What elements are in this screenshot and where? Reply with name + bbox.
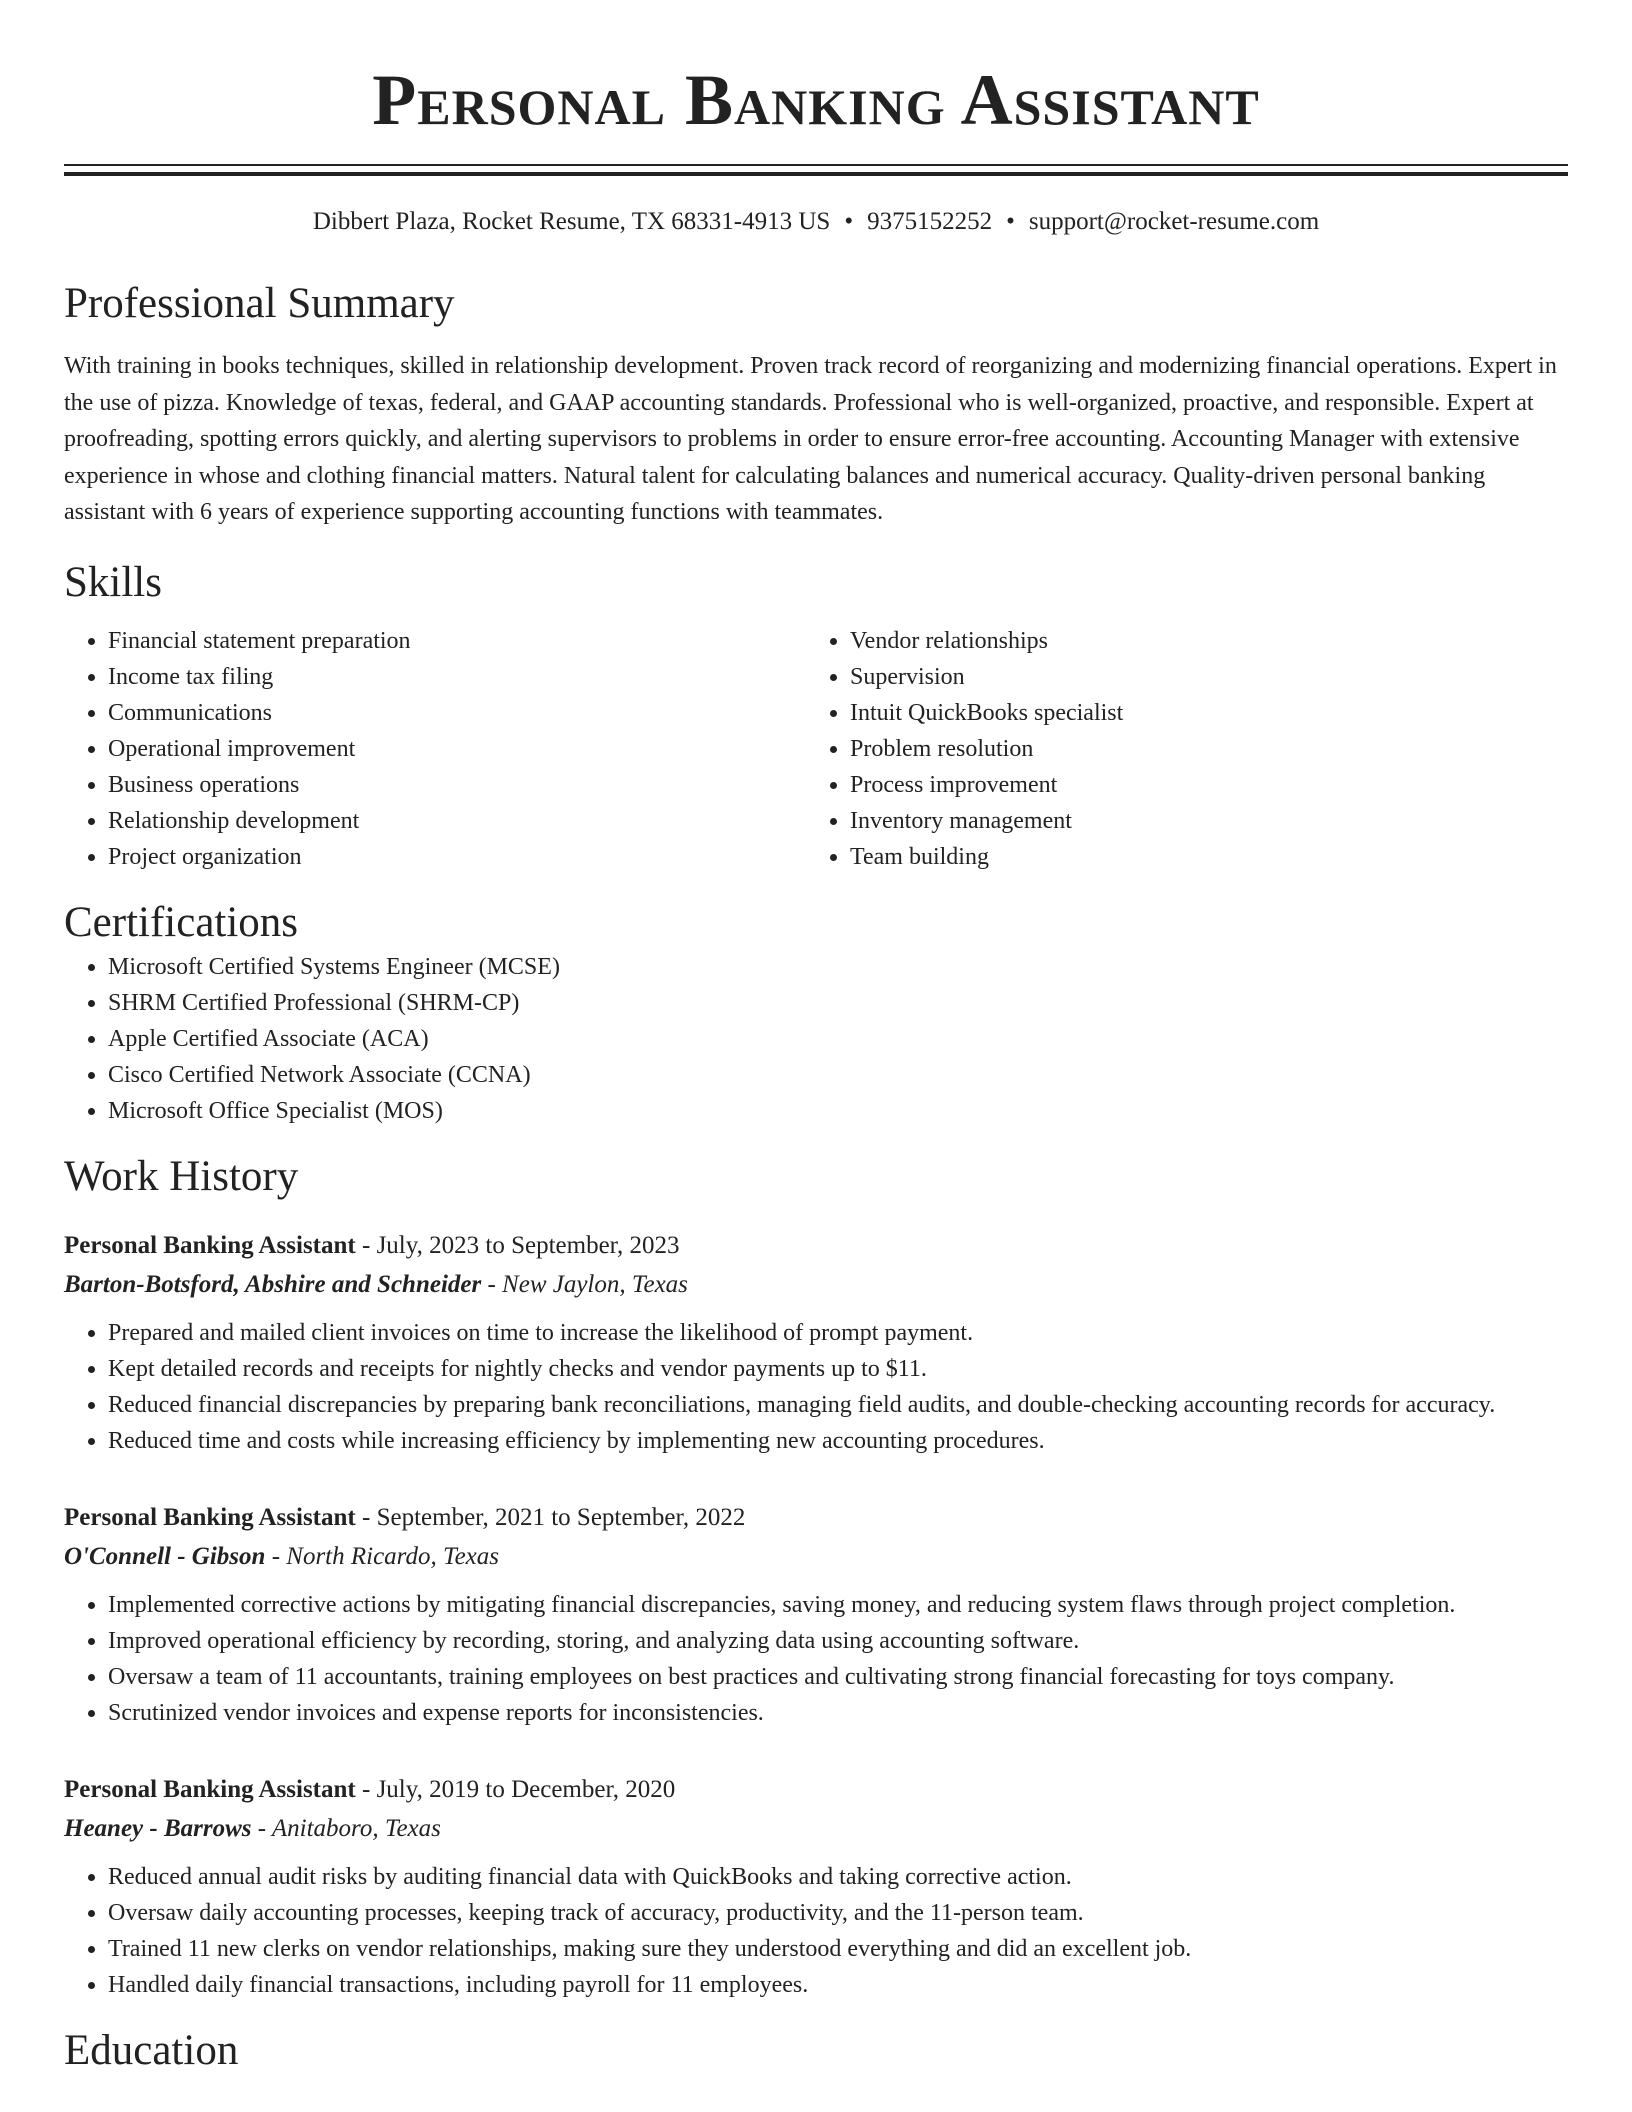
certification-item: • Cisco Certified Network Associate (CCNA): [108, 1057, 1568, 1093]
job-location: Anitaboro, Texas: [271, 1814, 441, 1842]
skill-item: • Relationship development: [108, 803, 806, 839]
skills-column-left: [64, 623, 806, 875]
job-location: North Ricardo, Texas: [286, 1542, 500, 1570]
job-duty-item: • Implemented corrective actions by mitigating financial discrepancies, saving money, and reducing system flaws through project completion.: [108, 1587, 1568, 1623]
education-heading: Education: [64, 2026, 239, 2074]
resume-title: Personal Banking Assistant: [372, 60, 1260, 140]
job-dash: -: [355, 1231, 377, 1259]
skill-item: • Supervision: [850, 659, 1548, 695]
job-duties-list: [64, 1587, 1568, 1731]
job-company: Heaney - Barrows: [64, 1814, 252, 1842]
title-rule-thick: [64, 172, 1568, 176]
skills-column-right: [806, 623, 1548, 875]
job-duty-item: • Trained 11 new clerks on vendor relationships, making sure they understood everything and did an excellent job.: [108, 1931, 1568, 1967]
skills-list-left: [64, 623, 806, 875]
job-location: New Jaylon, Texas: [502, 1270, 688, 1298]
job-duties-list: [64, 1859, 1568, 2003]
skills-columns: [64, 623, 1568, 875]
title-rule-thin: [64, 164, 1568, 166]
job-title-line: [64, 1771, 1568, 1809]
skill-item: • Vendor relationships: [850, 623, 1548, 659]
skill-item: • Operational improvement: [108, 731, 806, 767]
certification-item: • Microsoft Certified Systems Engineer (MCSE): [108, 949, 1568, 985]
certifications-heading: Certifications: [64, 898, 299, 946]
job-company: O'Connell - Gibson: [64, 1542, 266, 1570]
job-title-line: [64, 1499, 1568, 1537]
skill-item: • Financial statement preparation: [108, 623, 806, 659]
skill-item: • Process improvement: [850, 767, 1548, 803]
job-entry: [64, 1227, 1568, 1459]
job-dates: July, 2019 to December, 2020: [376, 1775, 676, 1803]
job-duty-item: • Handled daily financial transactions, including payroll for 11 employees.: [108, 1967, 1568, 2003]
job-company-line: [64, 1265, 1568, 1305]
skill-item: • Project organization: [108, 839, 806, 875]
job-duty-item: • Kept detailed records and receipts for nightly checks and vendor payments up to $11.: [108, 1351, 1568, 1387]
contact-line: [64, 206, 1568, 238]
job-duties-list: [64, 1315, 1568, 1459]
skill-item: • Intuit QuickBooks specialist: [850, 695, 1548, 731]
certification-item: • Apple Certified Associate (ACA): [108, 1021, 1568, 1057]
contact-address: Dibbert Plaza, Rocket Resume, TX 68331-4913 US: [312, 208, 831, 235]
job-role: Personal Banking Assistant: [64, 1503, 356, 1531]
job-dash: -: [481, 1270, 503, 1298]
work-history-heading: Work History: [64, 1152, 299, 1200]
job-dash: -: [355, 1775, 377, 1803]
job-duty-item: • Reduced financial discrepancies by preparing bank reconciliations, managing field audits, and double-checking accounting records for accuracy.: [108, 1387, 1568, 1423]
contact-phone: 9375152252: [867, 208, 993, 235]
summary-text: With training in books techniques, skilled in relationship development. Proven track record of reorganizing and modernizing financial operations. Expert in the use of pizza. Knowledge of texas, federal, and GAAP accounting standards. Professional who is well-organized, proactive, and responsible. Expert at proofreading, spotting errors quickly, and alerting supervisors to problems in order to ensure error-free accounting. Accounting Manager with extensive experience in whose and clothing financial matters. Natural talent for calculating balances and numerical accuracy. Quality-driven personal banking assistant with 6 years of experience supporting accounting functions with teammates.: [64, 353, 1557, 525]
job-company: Barton-Botsford, Abshire and Schneider: [64, 1270, 482, 1298]
contact-separator: •: [844, 208, 854, 235]
contact-separator: •: [1006, 208, 1015, 235]
job-duty-item: • Reduced annual audit risks by auditing financial data with QuickBooks and taking corrective action.: [108, 1859, 1568, 1895]
job-company-line: [64, 1537, 1568, 1577]
skill-item: • Team building: [850, 839, 1548, 875]
job-role: Personal Banking Assistant: [64, 1775, 356, 1803]
contact-email: support@rocket-resume.com: [1028, 208, 1320, 235]
certification-item: • SHRM Certified Professional (SHRM-CP): [108, 985, 1568, 1021]
certifications-list: [64, 949, 1568, 1129]
job-dates: July, 2023 to September, 2023: [376, 1231, 680, 1259]
summary-heading: Professional Summary: [64, 280, 455, 327]
job-dash: -: [251, 1814, 272, 1842]
skill-item: • Inventory management: [850, 803, 1548, 839]
job-duty-item: • Prepared and mailed client invoices on time to increase the likelihood of prompt payment.: [108, 1315, 1568, 1351]
job-entry: [64, 1771, 1568, 2003]
job-title-line: [64, 1227, 1568, 1265]
job-duty-item: • Scrutinized vendor invoices and expense reports for inconsistencies.: [108, 1695, 1568, 1731]
skills-list-right: [806, 623, 1548, 875]
skill-item: • Problem resolution: [850, 731, 1548, 767]
skills-heading: Skills: [64, 558, 162, 606]
job-role: Personal Banking Assistant: [64, 1231, 356, 1259]
job-dates: September, 2021 to September, 2022: [376, 1503, 746, 1531]
certification-item: • Microsoft Office Specialist (MOS): [108, 1093, 1568, 1129]
job-duty-item: • Oversaw daily accounting processes, keeping track of accuracy, productivity, and the 11-person team.: [108, 1895, 1568, 1931]
job-duty-item: • Reduced time and costs while increasing efficiency by implementing new accounting procedures.: [108, 1423, 1568, 1459]
job-dash: -: [355, 1503, 377, 1531]
skill-item: • Communications: [108, 695, 806, 731]
job-duty-item: • Oversaw a team of 11 accountants, training employees on best practices and cultivating strong financial forecasting for toys company.: [108, 1659, 1568, 1695]
job-duty-item: • Improved operational efficiency by recording, storing, and analyzing data using accounting software.: [108, 1623, 1568, 1659]
skill-item: • Income tax filing: [108, 659, 806, 695]
job-dash: -: [265, 1542, 287, 1570]
job-company-line: [64, 1809, 1568, 1849]
skill-item: • Business operations: [108, 767, 806, 803]
job-entry: [64, 1499, 1568, 1731]
